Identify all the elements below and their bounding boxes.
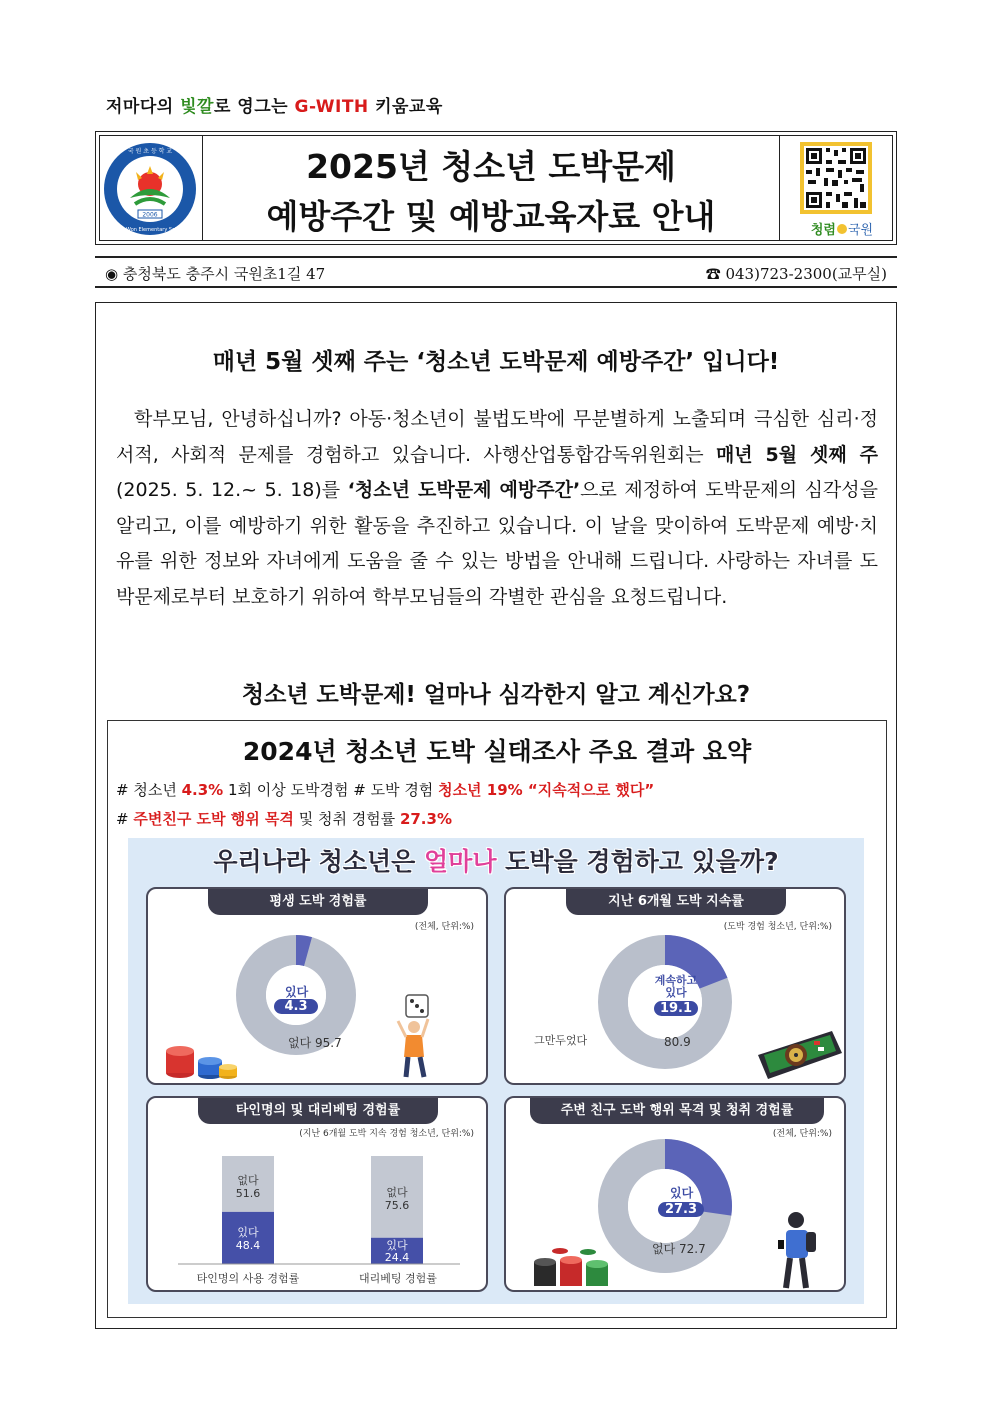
- slice-label-no: 그만두었다: [534, 1034, 588, 1047]
- bar1-category: 타인명의 사용 경험률: [196, 1272, 300, 1285]
- slice-label-line: 계속하고: [654, 974, 698, 987]
- stacked-bar-chart: [148, 1098, 490, 1294]
- panel-note: (도박 경험 청소년, 단위:%): [723, 922, 832, 932]
- slogan-part: 키움교육: [368, 97, 443, 117]
- slogan-highlight: 빛깔: [180, 97, 214, 117]
- qr-caption-a: 청렴: [810, 223, 836, 238]
- survey-text: 및 청취 경험률: [293, 810, 400, 828]
- para-text: 으로 제정하여 도박문제의 심각성을 알리고, 이를 예방하기 위한 활동을 추진하고 있습니다. 이 날을 맞이하여 도박문제 예방·치유를 위한 정보와 자녀에게 도움을 줄 수 있는 방법을 안내해 드립니다. 사랑하는 자녀를 도박문제로부터 보호하기 위하여 학부모님들의 각별한 관심을 요청드립니다.: [116, 479, 878, 608]
- slice-label-yes: 있다: [285, 985, 309, 999]
- school-logo-icon: [100, 136, 200, 242]
- panel-tab: 평생 도박 경험률: [208, 889, 428, 915]
- intro-paragraph: [116, 402, 878, 615]
- panel-note: (전체, 단위:%): [414, 922, 474, 932]
- bar2-no-label: [371, 1186, 423, 1212]
- heading-prevention-week: 매년 5월 셋째 주는 ‘청소년 도박문제 예방주간’ 입니다!: [212, 349, 780, 375]
- value-badge-yes: 27.3: [658, 1202, 704, 1217]
- qr-caption-b: 국원: [848, 223, 874, 238]
- bar-value: 24.4: [384, 1251, 410, 1264]
- panel-note: (지난 6개월 도박 지속 경험 청소년, 단위:%): [299, 1129, 474, 1139]
- bar-label: 없다: [386, 1186, 408, 1199]
- panel-lifetime-gambling: [146, 887, 488, 1085]
- panel-peer-witness: [504, 1096, 846, 1292]
- school-phone: 043)723-2300(교무실): [725, 265, 887, 283]
- bar-value: 51.6: [235, 1187, 261, 1200]
- survey-highlight: 주변친구 도박 행위 목격: [133, 810, 294, 828]
- chip-stacks-icon: [530, 1246, 616, 1288]
- slice-label-yes: 있다: [670, 1186, 694, 1200]
- dice-player-icon: [386, 993, 446, 1079]
- bar2-yes-label: [371, 1240, 423, 1264]
- panel-tab: 타인명의 및 대리베팅 경험률: [198, 1098, 438, 1124]
- info-title-highlight: 얼마나: [424, 847, 497, 876]
- panel-tab: 지난 6개월 도박 지속률: [566, 889, 786, 915]
- address-right: [706, 263, 887, 284]
- casino-chips-icon: [160, 1029, 240, 1081]
- info-title-text: 우리나라 청소년은: [213, 847, 425, 876]
- slogan-part: 로 영그는: [213, 97, 295, 117]
- qr-cell: [779, 136, 892, 240]
- para-text: 학부모님, 안녕하십니까? 아동·청소년이 불법도박에 무분별하게 노출되며 극심한 심리·정서적, 사회적 문제를 경험하고 있습니다. 사행산업통합감독위원회는: [116, 408, 878, 466]
- survey-title: 2024년 청소년 도박 실태조사 주요 결과 요약: [242, 737, 752, 766]
- panel-note: (전체, 단위:%): [772, 1129, 832, 1139]
- survey-highlight: 4.3%: [181, 781, 224, 799]
- bullet-icon: ◉: [105, 265, 123, 283]
- para-emphasis: 매년 5월 셋째 주: [715, 443, 878, 466]
- survey-text: #: [116, 810, 134, 828]
- document-header: [95, 131, 897, 245]
- address-bar: [95, 256, 897, 288]
- school-address: 충청북도 충주시 국원초1길 47: [122, 265, 326, 283]
- bar-label: 없다: [237, 1174, 259, 1187]
- school-logo-cell: [100, 136, 203, 240]
- value-badge-yes: 4.3: [274, 999, 318, 1014]
- survey-highlight: 청소년 19% “지속적으로 했다”: [438, 781, 655, 799]
- slice-label-yes: [646, 975, 706, 999]
- bar-value: 75.6: [384, 1199, 410, 1212]
- title-line-2: 예방주간 및 예방교육자료 안내: [266, 197, 716, 236]
- infographic-title: [128, 842, 864, 878]
- survey-line-2: [116, 808, 452, 829]
- slice-label-no: 없다 72.7: [652, 1242, 706, 1256]
- bar1-no-label: [222, 1174, 274, 1200]
- survey-line-1: [116, 779, 654, 800]
- mobile-roulette-icon: [752, 1025, 844, 1081]
- panel-gambling-persistence: [504, 887, 846, 1085]
- logo-text-bottom: Guk Won Elementary School: [114, 227, 186, 233]
- slice-value-no: 80.9: [664, 1035, 691, 1049]
- para-emphasis: ‘청소년 도박문제 예방주간’: [347, 479, 581, 501]
- heading-seriousness: 청소년 도박문제! 얼마나 심각한지 알고 계신가요?: [241, 682, 751, 708]
- panel-proxy-betting: [146, 1096, 488, 1292]
- survey-highlight: 27.3%: [399, 810, 452, 828]
- panel-tab: 주변 친구 도박 행위 목격 및 청취 경험률: [530, 1098, 824, 1124]
- qr-code-icon[interactable]: [780, 136, 890, 242]
- phone-icon: ☎: [705, 265, 726, 283]
- value-badge-yes: 19.1: [654, 1001, 698, 1016]
- survey-text: 1회 이상 도박경험 # 도박 경험: [223, 781, 439, 799]
- title-line-1: 2025년 청소년 도박문제: [306, 147, 676, 186]
- logo-year: 2006: [142, 211, 158, 219]
- survey-text: # 청소년: [116, 781, 182, 799]
- para-text: (2025. 5. 12.~ 5. 18)를: [116, 479, 348, 501]
- logo-text-top: 국 원 초 등 학 교: [127, 148, 173, 155]
- bar1-yes-label: [222, 1226, 274, 1252]
- bar-label: 있다: [386, 1239, 408, 1252]
- slogan-part: 저마다의: [106, 97, 181, 117]
- bar2-category: 대리베팅 경험률: [359, 1272, 437, 1285]
- bar-value: 48.4: [235, 1239, 261, 1252]
- donut-slice-yes: [296, 950, 308, 952]
- page-title: [202, 136, 780, 240]
- bar-label: 있다: [237, 1226, 259, 1239]
- slice-label-no: 없다 95.7: [288, 1036, 342, 1050]
- info-title-text: 도박을 경험하고 있을까?: [496, 847, 779, 876]
- address-left: [105, 263, 325, 284]
- school-slogan: [106, 92, 443, 117]
- slice-label-line: 있다: [665, 986, 687, 999]
- slogan-brand: G-WITH: [294, 97, 369, 117]
- student-phone-icon: [768, 1210, 828, 1292]
